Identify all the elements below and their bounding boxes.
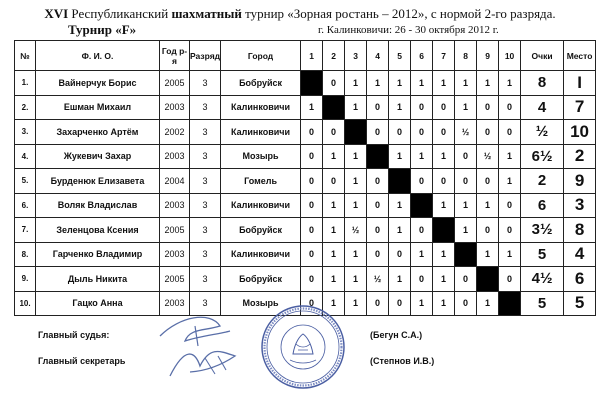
column-header: Место bbox=[564, 41, 596, 71]
column-header: 6 bbox=[411, 41, 433, 71]
game-result: 1 bbox=[411, 291, 433, 316]
diagonal-cell bbox=[301, 71, 323, 96]
game-result: 0 bbox=[367, 242, 389, 267]
row-number: 1. bbox=[15, 71, 36, 96]
birth-year: 2005 bbox=[160, 267, 190, 292]
title-prefix: XVI bbox=[44, 6, 69, 21]
game-result: 1 bbox=[433, 267, 455, 292]
city: Калинковичи bbox=[221, 193, 301, 218]
column-header: 10 bbox=[499, 41, 521, 71]
diagonal-cell bbox=[411, 193, 433, 218]
birth-year: 2005 bbox=[160, 218, 190, 243]
game-result: 0 bbox=[323, 169, 345, 194]
game-result: 0 bbox=[367, 291, 389, 316]
player-name: Бурденюк Елизавета bbox=[36, 169, 160, 194]
birth-year: 2003 bbox=[160, 144, 190, 169]
place: 10 bbox=[564, 120, 596, 145]
row-number: 9. bbox=[15, 267, 36, 292]
game-result: 0 bbox=[477, 120, 499, 145]
game-result: 1 bbox=[389, 267, 411, 292]
player-name: Ешман Михаил bbox=[36, 95, 160, 120]
diagonal-cell bbox=[345, 120, 367, 145]
game-result: 1 bbox=[477, 291, 499, 316]
game-result: 1 bbox=[433, 71, 455, 96]
tournament-name: Турнир «F» bbox=[68, 22, 137, 37]
row-number: 2. bbox=[15, 95, 36, 120]
signature-scribbles bbox=[150, 306, 250, 386]
game-result: 0 bbox=[301, 144, 323, 169]
game-result: 1 bbox=[433, 291, 455, 316]
game-result: 1 bbox=[499, 144, 521, 169]
game-result: 0 bbox=[411, 169, 433, 194]
place: 9 bbox=[564, 169, 596, 194]
game-result: 1 bbox=[411, 71, 433, 96]
column-header: 2 bbox=[323, 41, 345, 71]
rank: 3 bbox=[190, 95, 221, 120]
column-header: Ф. И. О. bbox=[36, 41, 160, 71]
place: 4 bbox=[564, 242, 596, 267]
game-result: 0 bbox=[411, 218, 433, 243]
table-row bbox=[15, 95, 596, 120]
game-result: 0 bbox=[301, 267, 323, 292]
game-result: 1 bbox=[323, 193, 345, 218]
diagonal-cell bbox=[433, 218, 455, 243]
rank: 3 bbox=[190, 120, 221, 145]
player-name: Дыль Никита bbox=[36, 267, 160, 292]
game-result: 0 bbox=[477, 218, 499, 243]
column-header: № bbox=[15, 41, 36, 71]
game-result: 1 bbox=[345, 71, 367, 96]
table-header-row bbox=[15, 41, 596, 71]
game-result: 0 bbox=[367, 169, 389, 194]
game-result: 1 bbox=[345, 291, 367, 316]
table-row bbox=[15, 267, 596, 292]
column-header: Очки bbox=[521, 41, 564, 71]
row-number: 3. bbox=[15, 120, 36, 145]
diagonal-cell bbox=[323, 95, 345, 120]
game-result: 0 bbox=[301, 218, 323, 243]
game-result: 1 bbox=[499, 71, 521, 96]
game-result: 1 bbox=[477, 242, 499, 267]
place-dates: г. Калинковичи: 26 - 30 октября 2012 г. bbox=[318, 24, 499, 36]
diagonal-cell bbox=[367, 144, 389, 169]
points: 6 bbox=[521, 193, 564, 218]
game-result: 1 bbox=[477, 71, 499, 96]
game-result: ½ bbox=[345, 218, 367, 243]
game-result: 1 bbox=[323, 218, 345, 243]
place: 5 bbox=[564, 291, 596, 316]
game-result: 1 bbox=[433, 144, 455, 169]
rank: 3 bbox=[190, 169, 221, 194]
game-result: 0 bbox=[301, 291, 323, 316]
city: Мозырь bbox=[221, 291, 301, 316]
birth-year: 2002 bbox=[160, 120, 190, 145]
rank: 3 bbox=[190, 291, 221, 316]
player-name: Захарченко Артём bbox=[36, 120, 160, 145]
city: Бобруйск bbox=[221, 267, 301, 292]
row-number: 6. bbox=[15, 193, 36, 218]
column-header: 3 bbox=[345, 41, 367, 71]
judge-name: (Бегун С.А.) bbox=[370, 330, 423, 340]
rank: 3 bbox=[190, 242, 221, 267]
column-header: Город bbox=[221, 41, 301, 71]
game-result: ½ bbox=[477, 144, 499, 169]
game-result: 0 bbox=[455, 291, 477, 316]
column-header: 8 bbox=[455, 41, 477, 71]
row-number: 10. bbox=[15, 291, 36, 316]
points: 4½ bbox=[521, 267, 564, 292]
game-result: 0 bbox=[433, 169, 455, 194]
birth-year: 2003 bbox=[160, 95, 190, 120]
column-header: 1 bbox=[301, 41, 323, 71]
diagonal-cell bbox=[389, 169, 411, 194]
rank: 3 bbox=[190, 193, 221, 218]
player-name: Воляк Владислав bbox=[36, 193, 160, 218]
game-result: ½ bbox=[367, 267, 389, 292]
game-result: 0 bbox=[301, 120, 323, 145]
rank: 3 bbox=[190, 267, 221, 292]
diagonal-cell bbox=[477, 267, 499, 292]
game-result: 1 bbox=[323, 242, 345, 267]
judge-label: Главный судья: bbox=[38, 330, 110, 340]
player-name: Жукевич Захар bbox=[36, 144, 160, 169]
diagonal-cell bbox=[455, 242, 477, 267]
title-bold-word: шахматный bbox=[171, 6, 242, 21]
table-row bbox=[15, 218, 596, 243]
table-row bbox=[15, 120, 596, 145]
city: Гомель bbox=[221, 169, 301, 194]
place: 8 bbox=[564, 218, 596, 243]
column-header: 5 bbox=[389, 41, 411, 71]
title-rest: турнир «Зорная ростань – 2012», с нормой 2-го разряда. bbox=[241, 6, 556, 21]
game-result: 1 bbox=[433, 193, 455, 218]
game-result: 1 bbox=[499, 169, 521, 194]
column-header: 4 bbox=[367, 41, 389, 71]
game-result: 1 bbox=[345, 267, 367, 292]
city: Калинковичи bbox=[221, 120, 301, 145]
title-line bbox=[0, 6, 600, 22]
points: 3½ bbox=[521, 218, 564, 243]
game-result: 0 bbox=[367, 193, 389, 218]
diagonal-cell bbox=[499, 291, 521, 316]
game-result: 0 bbox=[411, 120, 433, 145]
game-result: 0 bbox=[455, 169, 477, 194]
points: ½ bbox=[521, 120, 564, 145]
game-result: 0 bbox=[323, 120, 345, 145]
game-result: 0 bbox=[433, 95, 455, 120]
game-result: 1 bbox=[345, 144, 367, 169]
game-result: 0 bbox=[367, 218, 389, 243]
game-result: 1 bbox=[323, 291, 345, 316]
points: 4 bbox=[521, 95, 564, 120]
game-result: 1 bbox=[455, 95, 477, 120]
game-result: 0 bbox=[477, 95, 499, 120]
row-number: 7. bbox=[15, 218, 36, 243]
game-result: 1 bbox=[323, 144, 345, 169]
table-row bbox=[15, 144, 596, 169]
points: 6½ bbox=[521, 144, 564, 169]
game-result: 1 bbox=[389, 95, 411, 120]
column-header: Год р-я bbox=[160, 41, 190, 71]
game-result: 0 bbox=[455, 267, 477, 292]
game-result: 1 bbox=[477, 193, 499, 218]
game-result: 0 bbox=[301, 169, 323, 194]
game-result: 0 bbox=[389, 120, 411, 145]
game-result: 1 bbox=[345, 95, 367, 120]
place: 6 bbox=[564, 267, 596, 292]
game-result: 1 bbox=[389, 144, 411, 169]
points: 8 bbox=[521, 71, 564, 96]
game-result: 1 bbox=[389, 218, 411, 243]
game-result: 0 bbox=[411, 95, 433, 120]
birth-year: 2003 bbox=[160, 291, 190, 316]
title-mid: Республиканский bbox=[68, 6, 172, 21]
game-result: 0 bbox=[499, 193, 521, 218]
game-result: 1 bbox=[411, 144, 433, 169]
table-row bbox=[15, 242, 596, 267]
city: Калинковичи bbox=[221, 95, 301, 120]
row-number: 4. bbox=[15, 144, 36, 169]
city: Бобруйск bbox=[221, 218, 301, 243]
game-result: 1 bbox=[455, 218, 477, 243]
game-result: 0 bbox=[367, 120, 389, 145]
game-result: 0 bbox=[323, 71, 345, 96]
birth-year: 2004 bbox=[160, 169, 190, 194]
place: 2 bbox=[564, 144, 596, 169]
game-result: 0 bbox=[499, 120, 521, 145]
city: Мозырь bbox=[221, 144, 301, 169]
city: Бобруйск bbox=[221, 71, 301, 96]
game-result: 0 bbox=[301, 242, 323, 267]
game-result: 0 bbox=[477, 169, 499, 194]
game-result: 0 bbox=[389, 242, 411, 267]
game-result: 0 bbox=[499, 95, 521, 120]
secretary-label: Главный секретарь bbox=[38, 356, 126, 366]
points: 5 bbox=[521, 291, 564, 316]
table-row bbox=[15, 71, 596, 96]
game-result: 1 bbox=[345, 193, 367, 218]
rank: 3 bbox=[190, 71, 221, 96]
table-row bbox=[15, 169, 596, 194]
game-result: 1 bbox=[411, 242, 433, 267]
game-result: 1 bbox=[367, 71, 389, 96]
column-header: 9 bbox=[477, 41, 499, 71]
game-result: 0 bbox=[499, 218, 521, 243]
game-result: 1 bbox=[323, 267, 345, 292]
place: 7 bbox=[564, 95, 596, 120]
birth-year: 2003 bbox=[160, 193, 190, 218]
game-result: 0 bbox=[433, 120, 455, 145]
secretary-name: (Степнов И.В.) bbox=[370, 356, 435, 366]
game-result: ½ bbox=[455, 120, 477, 145]
rank: 3 bbox=[190, 144, 221, 169]
game-result: 1 bbox=[345, 242, 367, 267]
game-result: 0 bbox=[411, 267, 433, 292]
game-result: 1 bbox=[455, 193, 477, 218]
player-name: Зеленцова Ксения bbox=[36, 218, 160, 243]
place: 3 bbox=[564, 193, 596, 218]
points: 5 bbox=[521, 242, 564, 267]
game-result: 1 bbox=[301, 95, 323, 120]
row-number: 5. bbox=[15, 169, 36, 194]
player-name: Гацко Анна bbox=[36, 291, 160, 316]
game-result: 1 bbox=[455, 71, 477, 96]
row-number: 8. bbox=[15, 242, 36, 267]
game-result: 1 bbox=[433, 242, 455, 267]
game-result: 0 bbox=[499, 267, 521, 292]
player-name: Гарченко Владимир bbox=[36, 242, 160, 267]
game-result: 0 bbox=[301, 193, 323, 218]
city: Калинковичи bbox=[221, 242, 301, 267]
game-result: 1 bbox=[499, 242, 521, 267]
table-row bbox=[15, 193, 596, 218]
game-result: 1 bbox=[389, 71, 411, 96]
crosstable bbox=[14, 40, 596, 316]
birth-year: 2003 bbox=[160, 242, 190, 267]
game-result: 0 bbox=[455, 144, 477, 169]
game-result: 0 bbox=[389, 291, 411, 316]
game-result: 1 bbox=[389, 193, 411, 218]
points: 2 bbox=[521, 169, 564, 194]
player-name: Вайнерчук Борис bbox=[36, 71, 160, 96]
rank: 3 bbox=[190, 218, 221, 243]
game-result: 0 bbox=[367, 95, 389, 120]
place: I bbox=[564, 71, 596, 96]
column-header: Разряд bbox=[190, 41, 221, 71]
game-result: 1 bbox=[345, 169, 367, 194]
official-seal bbox=[260, 304, 346, 390]
column-header: 7 bbox=[433, 41, 455, 71]
birth-year: 2005 bbox=[160, 71, 190, 96]
